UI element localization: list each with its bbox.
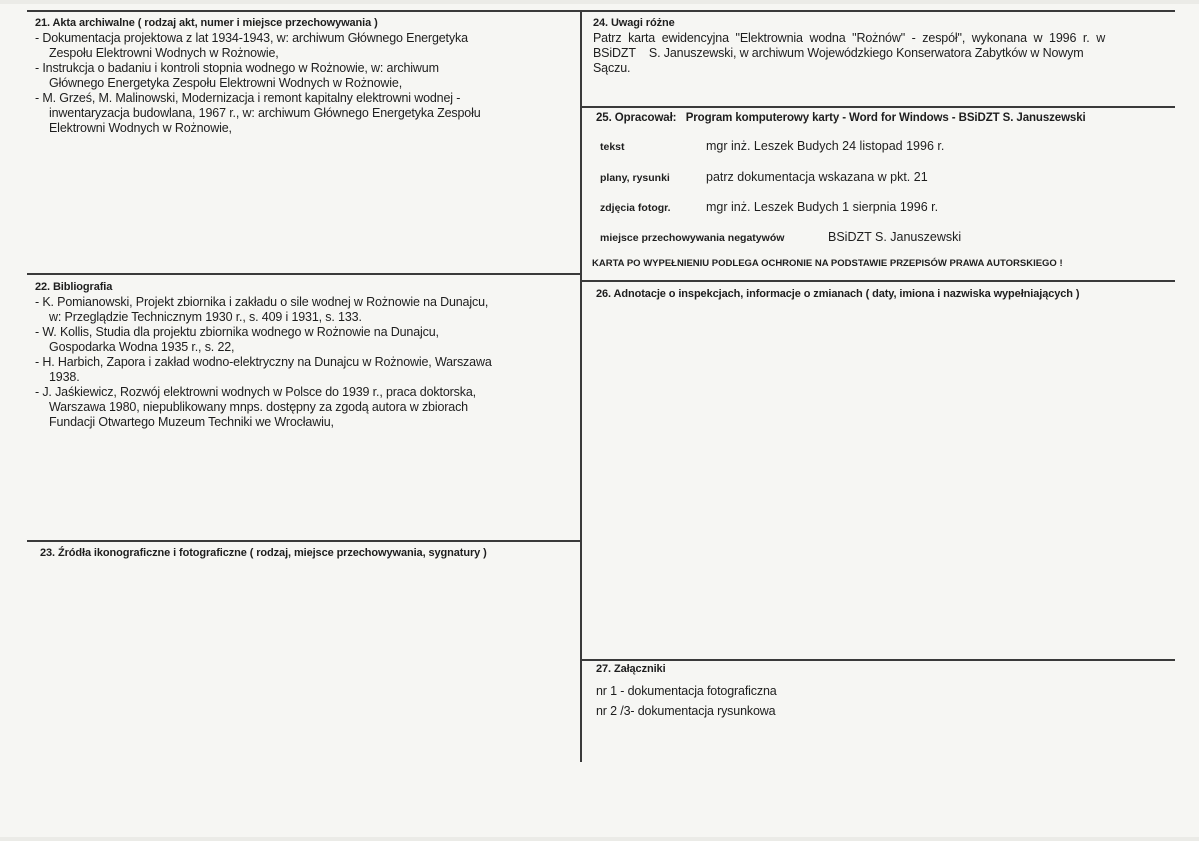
section-22-body [35, 295, 575, 430]
author-row-drawings [600, 168, 928, 186]
divider-22-23 [27, 540, 580, 542]
bibliography-line: Warszawa 1980, niepublikowany mnps. dostępny za zgodą autora w zbiorach [49, 400, 468, 414]
section-24-title: 24. Uwagi różne [593, 17, 675, 29]
row-label: zdjęcia fotogr. [600, 202, 671, 214]
section-27-body [596, 681, 1171, 721]
bibliography-line: Fundacji Otwartego Muzeum Techniki we Wrocławiu, [49, 415, 334, 429]
archive-line: inwentaryzacja budowlana, 1967 r., w: archiwum Głównego Energetyka Zespołu [49, 106, 481, 120]
divider-vertical [580, 10, 582, 762]
section-21-body [35, 31, 575, 136]
archive-line: Zespołu Elektrowni Wodnych w Rożnowie, [49, 46, 279, 60]
section-23 [40, 547, 575, 559]
section-27-title: 27. Załączniki [596, 663, 666, 675]
scan-edge-top [0, 0, 1199, 4]
bibliography-line: - H. Harbich, Zapora i zakład wodno-elektryczny na Dunajcu w Rożnowie, Warszawa [35, 355, 492, 369]
section-23-title: 23. Źródła ikonograficzne i fotograficzne ( rodzaj, miejsce przechowywania, sygnatury ) [40, 547, 487, 559]
section-22-title: 22. Bibliografia [35, 281, 113, 293]
archive-line: - Instrukcja o badaniu i kontroli stopnia wodnego w Rożnowie, w: archiwum [35, 61, 439, 75]
author-row-photos [600, 198, 938, 216]
remarks-line: BSiDZT S. Januszewski, w archiwum Wojewódzkiego Konserwatora Zabytków w Nowym [593, 46, 1084, 60]
archive-line: - M. Grześ, M. Malinowski, Modernizacja i remont kapitalny elektrowni wodnej - [35, 91, 461, 105]
divider-24-25 [582, 106, 1175, 108]
section-26-title: 26. Adnotacje o inspekcjach, informacje o zmianach ( daty, imiona i nazwiska wypełniających ) [596, 288, 1080, 300]
bibliography-line: - W. Kollis, Studia dla projektu zbiornika wodnego w Rożnowie na Dunajcu, [35, 325, 439, 339]
bibliography-line: w: Przeglądzie Technicznym 1930 r., s. 409 i 1931, s. 133. [49, 310, 362, 324]
scan-edge-bottom [0, 837, 1199, 841]
remarks-line: Patrz karta ewidencyjna "Elektrownia wodna "Rożnów" - zespół", wykonana w 1996 r. w [593, 31, 1106, 45]
section-24 [593, 17, 1168, 76]
remarks-line: Sączu. [593, 61, 631, 75]
bibliography-line: - J. Jaśkiewicz, Rozwój elektrowni wodnych w Polsce do 1939 r., praca doktorska, [35, 385, 476, 399]
archive-line: Głównego Energetyka Zespołu Elektrowni Wodnych w Rożnowie, [49, 76, 403, 90]
section-25 [592, 112, 1171, 277]
section-25-title: 25. Opracował: Program komputerowy karty - Word for Windows - BSiDZT S. Januszewski [596, 112, 1086, 124]
divider-26-27 [582, 659, 1175, 661]
author-row-text [600, 137, 944, 155]
section-22 [35, 281, 575, 430]
author-row-negatives [600, 228, 961, 246]
bibliography-line: 1938. [49, 370, 80, 384]
row-value: mgr inż. Leszek Budych 1 sierpnia 1996 r. [706, 200, 939, 214]
archive-line: Elektrowni Wodnych w Rożnowie, [49, 121, 232, 135]
row-value: BSiDZT S. Januszewski [828, 230, 962, 244]
divider-top-left [27, 10, 580, 12]
section-21-title: 21. Akta archiwalne ( rodzaj akt, numer i miejsce przechowywania ) [35, 17, 378, 29]
archive-line: - Dokumentacja projektowa z lat 1934-1943, w: archiwum Głównego Energetyka [35, 31, 468, 45]
section-21 [35, 17, 575, 136]
divider-top-right [580, 10, 1175, 12]
attachment-line: nr 2 /3- dokumentacja rysunkowa [596, 704, 776, 718]
row-label: plany, rysunki [600, 172, 670, 184]
row-label: miejsce przechowywania negatywów [600, 232, 785, 244]
copyright-notice: KARTA PO WYPEŁNIENIU PODLEGA OCHRONIE NA PODSTAWIE PRZEPISÓW PRAWA AUTORSKIEGO ! [592, 258, 1063, 269]
divider-25-26 [582, 280, 1175, 282]
row-value: patrz dokumentacja wskazana w pkt. 21 [706, 170, 928, 184]
row-label: tekst [600, 141, 625, 153]
divider-21-22 [27, 273, 580, 275]
section-24-body [593, 31, 1168, 76]
bibliography-line: Gospodarka Wodna 1935 r., s. 22, [49, 340, 235, 354]
section-26 [596, 288, 1171, 300]
row-value: mgr inż. Leszek Budych 24 listopad 1996 r. [706, 139, 945, 153]
attachment-line: nr 1 - dokumentacja fotograficzna [596, 684, 777, 698]
bibliography-line: - K. Pomianowski, Projekt zbiornika i zakładu o sile wodnej w Rożnowie na Dunajcu, [35, 295, 489, 309]
section-27 [596, 663, 1171, 721]
